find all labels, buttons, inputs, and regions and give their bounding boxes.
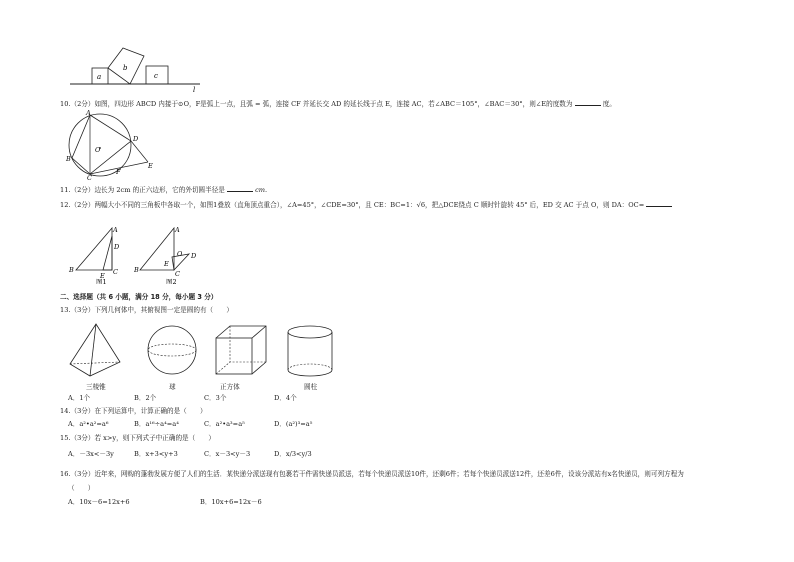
q13-option-a[interactable]: A．1个	[68, 394, 91, 402]
squares-on-line-figure	[68, 44, 208, 92]
q16-paren: （ ）	[68, 484, 95, 492]
fig2-label-D: D	[191, 252, 197, 260]
q14-option-c[interactable]: C．a²•a³=a⁵	[204, 420, 245, 428]
fig1-caption: 图1	[96, 278, 107, 284]
label-b: b	[123, 64, 128, 72]
q13-option-d[interactable]: D．4个	[274, 394, 297, 402]
q10-text: 10.（2分）如图，四边形 ABCD 内接于⊙O，F是弧上一点，且弧 = 弧，连接 CF 并延长交 AD 的延长线于点 E，连接 AC，若∠ABC＝105°，∠BAC＝30°，则∠E的度数为	[60, 100, 573, 108]
q10-answer-blank	[575, 99, 601, 106]
fig2-caption: 图2	[166, 278, 177, 284]
label-F: F	[116, 168, 121, 176]
fig1-label-C: C	[113, 268, 118, 276]
solid-caption-sphere: 球	[169, 383, 176, 391]
q15-option-c[interactable]: C．x－3<y－3	[204, 450, 251, 458]
question-12	[60, 200, 672, 210]
label-C: C	[87, 174, 92, 180]
question-16: 16.（3分）近年来，网购的蓬勃发展方便了人们的生活．某快递分派送现有包裹若干件需快递员派送，若每个快递员派送10件，还剩6件；若每个快递员派送12件，还差6件，设该分派站有x名快递员，则可列方程为	[60, 470, 684, 478]
triangle-figure-1	[66, 224, 128, 284]
q16-option-b[interactable]: B．10x+6=12x－6	[200, 498, 262, 506]
fig2-label-B: B	[134, 266, 139, 274]
q11-answer-blank	[227, 185, 253, 192]
fig1-label-D: D	[114, 243, 120, 251]
fig2-label-O: O	[177, 250, 183, 258]
question-11	[60, 185, 267, 195]
fig1-label-B: B	[69, 266, 74, 274]
q10-suffix: 度。	[602, 100, 616, 108]
q14-option-a[interactable]: A．a²•a²=a⁶	[68, 420, 109, 428]
q12-answer-blank	[646, 200, 672, 207]
solid-caption-pyramid: 三棱锥	[86, 383, 106, 391]
q15-option-a[interactable]: A．－3x<－3y	[68, 450, 114, 458]
label-B: B	[66, 155, 71, 163]
q15-option-d[interactable]: D．x/3<y/3	[274, 450, 312, 458]
question-13: 13.（3分）下列几何体中，其俯视图一定是圆的有（ ）	[60, 306, 233, 314]
q12-text: 12.（2分）两幅大小不同的三角板中各取一个，如图1叠放（直角顶点重合），∠A=45°，∠CDE=30°，且 CE：BC=1：√6，把△DCE绕点 C 顺时针旋转 45° 后，ED 交 AC 于点 O，则 DA：OC=	[60, 201, 645, 209]
label-A: A	[86, 110, 91, 117]
label-l: l	[193, 86, 196, 92]
q16-option-a[interactable]: A．10x－6=12x+6	[68, 498, 130, 506]
label-D: D	[133, 135, 139, 143]
q14-option-d[interactable]: D．(a²)³=a⁵	[274, 420, 313, 428]
solid-caption-cylinder: 圆柱	[304, 383, 318, 391]
question-15: 15.（3分）若 x>y，则下列式子中正确的是（ ）	[60, 434, 216, 442]
fig1-label-E: E	[100, 272, 105, 280]
label-a: a	[97, 73, 102, 81]
triangle-figure-2	[134, 224, 210, 284]
fig2-label-C: C	[175, 270, 180, 278]
label-E: E	[148, 162, 153, 170]
q11-unit: cm.	[255, 186, 268, 194]
fig2-label-E: E	[164, 260, 169, 268]
q11-text: 11.（2分）边长为 2cm 的正六边形，它的外切圆半径是	[60, 186, 225, 194]
label-O: O	[95, 146, 101, 154]
circle-quadrilateral-figure	[62, 110, 158, 180]
question-14: 14.（3分）在下列运算中，计算正确的是（ ）	[60, 407, 207, 415]
solid-caption-cube: 正方体	[220, 383, 240, 391]
q14-option-b[interactable]: B．a¹⁶÷a⁴=a⁴	[134, 420, 179, 428]
fig2-label-A: A	[175, 226, 180, 234]
fig1-label-A: A	[113, 226, 118, 234]
q13-option-c[interactable]: C．3个	[204, 394, 227, 402]
q13-option-b[interactable]: B．2个	[134, 394, 157, 402]
label-c: c	[154, 72, 158, 80]
section-2-title: 二、选择题（共 6 小题，满分 18 分，每小题 3 分）	[60, 293, 218, 301]
q15-option-b[interactable]: B．x+3<y+3	[134, 450, 178, 458]
solids-figure	[66, 320, 346, 390]
question-10	[60, 99, 616, 109]
